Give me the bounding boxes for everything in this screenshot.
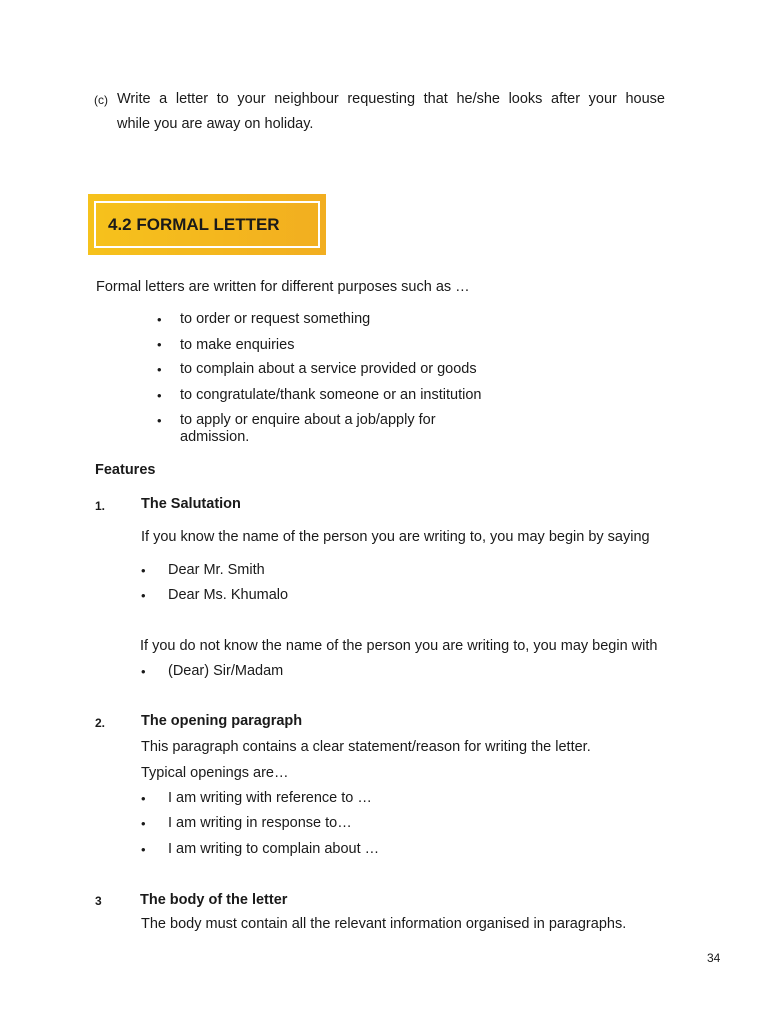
list-item: I am writing in response to… [168,815,352,831]
list-item: I am writing to complain about … [168,841,380,857]
features-heading: Features [95,462,156,478]
list-bullet: • [141,563,146,578]
page-number: 34 [707,951,721,965]
exercise-label: (c) [94,93,108,107]
list-item: to order or request something [180,311,371,327]
list-item: Dear Ms. Khumalo [168,587,289,603]
list-item: Dear Mr. Smith [168,562,265,578]
list-item: to apply or enquire about a job/apply for [180,412,436,428]
section-banner-frame [94,201,320,248]
opening-text-2: Typical openings are… [141,765,289,781]
list-item: to make enquiries [180,337,295,353]
body-heading: The body of the letter [140,892,288,908]
list-bullet: • [157,413,162,428]
exercise-text-line-2: while you are away on holiday. [117,116,314,132]
list-bullet: • [141,664,146,679]
exercise-text-line-1: Write a letter to your neighbour requesting that he/she looks after your house [117,91,665,107]
intro-text: Formal letters are written for different purposes such as … [96,279,470,295]
list-item: (Dear) Sir/Madam [168,663,284,679]
list-bullet: • [157,337,162,352]
section-banner [88,194,326,255]
list-bullet: • [157,362,162,377]
section-number: 2. [95,716,106,730]
section-number: 1. [95,499,106,513]
list-bullet: • [141,816,146,831]
list-item-continuation: admission. [180,429,250,445]
section-number: 3 [95,894,102,908]
list-bullet: • [141,791,146,806]
salutation-heading: The Salutation [141,496,241,512]
salutation-text-1: If you know the name of the person you are writing to, you may begin by saying [141,529,650,545]
body-text: The body must contain all the relevant information organised in paragraphs. [141,916,627,932]
list-bullet: • [141,588,146,603]
section-title: 4.2 FORMAL LETTER [108,215,280,234]
list-bullet: • [157,388,162,403]
salutation-text-2: If you do not know the name of the person you are writing to, you may begin with [140,638,658,654]
list-bullet: • [141,842,146,857]
list-item: to complain about a service provided or goods [180,361,477,377]
list-bullet: • [157,312,162,327]
opening-text-1: This paragraph contains a clear statement/reason for writing the letter. [141,739,591,755]
list-item: I am writing with reference to … [168,790,372,806]
list-item: to congratulate/thank someone or an institution [180,387,482,403]
opening-heading: The opening paragraph [141,713,303,729]
